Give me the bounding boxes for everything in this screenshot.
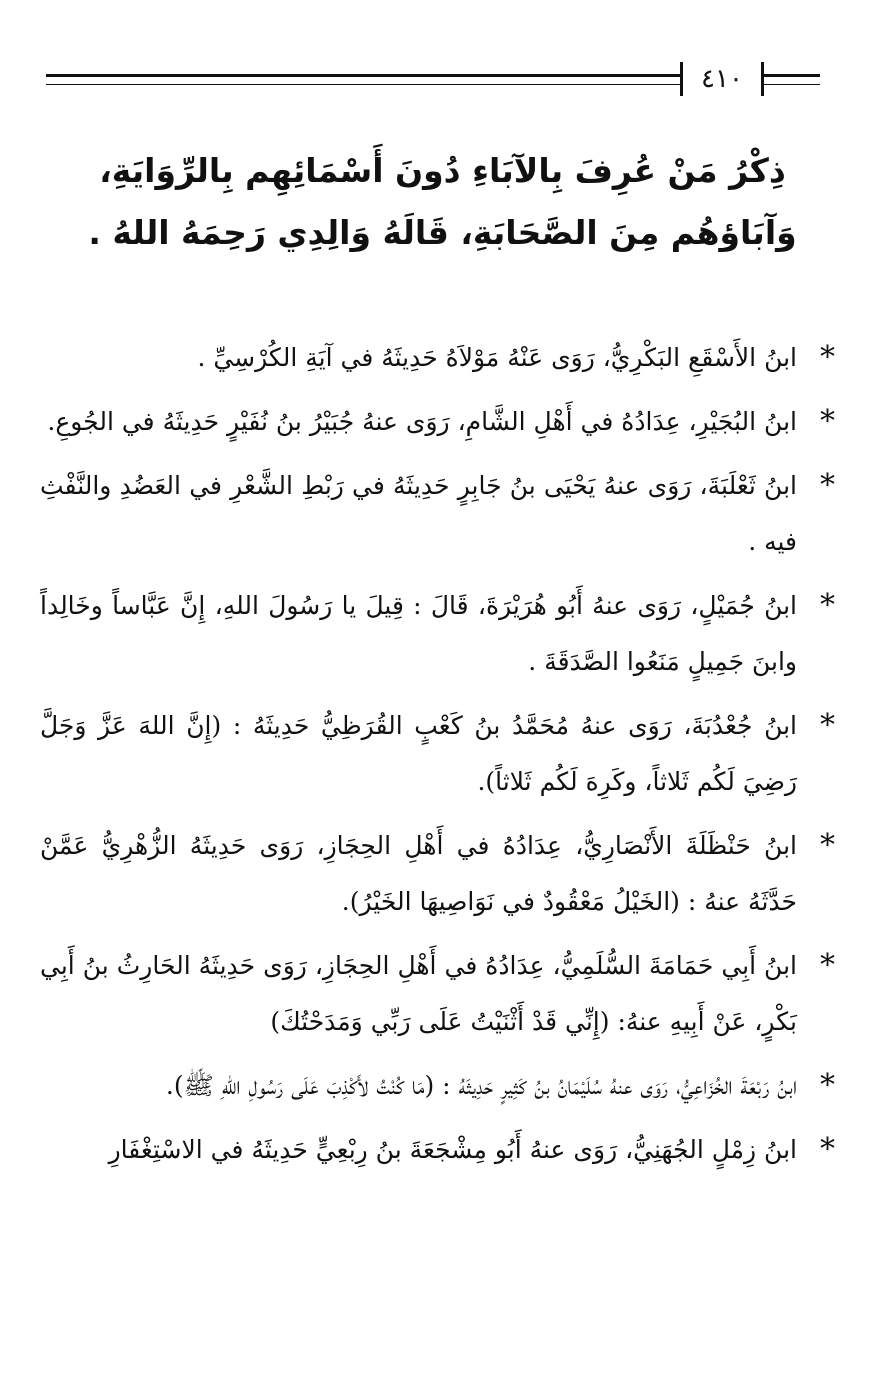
entry-text: ابنُ جُمَيْلٍ، رَوَى عنهُ أَبُو هُرَيْرَةَ، قَالَ : قِيلَ يا رَسُولَ اللهِ، إِنَّ عَبَّاساً وخَالِداً وابنَ جَمِيلٍ مَنَعُوا الصَّدَقَةَ .: [40, 591, 797, 676]
asterisk-bullet: *: [820, 468, 835, 503]
entry-text: ابنُ زِمْلٍ الجُهَنِيُّ، رَوَى عنهُ أَبُو مِشْجَعَةَ بنُ رِبْعِيٍّ حَدِيثَهُ في الاسْتِغْفَارِ: [108, 1135, 797, 1164]
entry-text: ابنُ جُعْدُبَةَ، رَوَى عنهُ مُحَمَّدُ بنُ كَعْبٍ القُرَظِيُّ حَدِيثَهُ : (إِنَّ اللهَ عَزَّ وَجَلَّ رَضِيَ لَكُم ثَلاثاً، وكَرِهَ لَكُم ثَلاثاً).: [40, 711, 797, 796]
asterisk-bullet: *: [820, 948, 835, 983]
header-rule-right: [764, 74, 820, 85]
entry-text: ابنُ أَبِي حَمَامَةَ السُّلَمِيُّ، عِدَادُهُ في أَهْلِ الحِجَازِ، رَوَى حَدِيثَهُ الحَارِثُ بنُ أَبِي بَكْرٍ، عَنْ أَبِيهِ عنهُ: (إِنِّي قَدْ أَثْنَيْتُ عَلَى رَبِّي وَمَدَحْتُكَ): [40, 951, 797, 1036]
list-item: [40, 1058, 835, 1114]
list-item: [40, 1122, 835, 1178]
list-item: [40, 330, 835, 386]
header-tick-left: [680, 62, 683, 96]
list-item: [40, 818, 835, 930]
asterisk-bullet: *: [820, 708, 835, 743]
list-item: [40, 938, 835, 1050]
asterisk-bullet: *: [820, 828, 835, 863]
heading-line-2: وَآبَاؤهُم مِنَ الصَّحَابَةِ، قَالَهُ وَالِدِي رَحِمَهُ اللهُ .: [88, 213, 797, 252]
list-item: [40, 698, 835, 810]
entry-text: ابنُ حَنْظَلَةَ الأَنْصَارِيُّ، عِدَادُهُ في أَهْلِ الحِجَازِ، رَوَى حَدِيثَهُ الزُّهْرِيُّ عَمَّنْ حَدَّثَهُ عنهُ : (الخَيْلُ مَعْقُودٌ في نَوَاصِيهَا الخَيْرُ).: [40, 831, 797, 916]
asterisk-bullet: *: [820, 340, 835, 375]
page-header: [46, 62, 820, 98]
entry-text: ابنُ الأَسْقَعِ البَكْرِيُّ، رَوَى عَنْهُ مَوْلاَهُ حَدِيثَهُ في آيَةِ الكُرْسِيِّ .: [197, 343, 797, 372]
asterisk-bullet: *: [820, 588, 835, 623]
entry-text: ابنُ البُجَيْرِ، عِدَادُهُ في أَهْلِ الشَّامِ، رَوَى عنهُ جُبَيْرُ بنُ نُفَيْرٍ حَدِيثَهُ في الجُوعِ.: [47, 407, 797, 436]
asterisk-bullet: *: [820, 404, 835, 439]
entry-list: [40, 330, 835, 1186]
entry-text: ابنُ رَبْعَةَ الخُزَاعِيُّ، رَوَى عنهُ سُلَيْمَانُ بنُ كَثِيرٍ حَدِيثَهُ : (مَا كُنْتُ لأَكْذِبَ عَلَى رَسُولِ اللهِ ﷺ).: [165, 1071, 797, 1100]
entry-text: ابنُ ثَعْلَبَةَ، رَوَى عنهُ يَحْيَى بنُ جَابِرٍ حَدِيثَهُ في رَبْطِ الشَّعْرِ في العَضُدِ والنَّفْثِ فيه .: [40, 471, 797, 556]
list-item: [40, 458, 835, 570]
chapter-heading: [60, 140, 825, 264]
asterisk-bullet: *: [820, 1132, 835, 1167]
page-number: ٤١٠: [701, 64, 743, 94]
list-item: [40, 578, 835, 690]
heading-line-1: ذِكْرُ مَنْ عُرِفَ بِالآبَاءِ دُونَ أَسْمَائِهِم بِالرِّوَايَةِ،: [99, 151, 786, 190]
list-item: [40, 394, 835, 450]
asterisk-bullet: *: [820, 1068, 835, 1103]
header-rule-left: [46, 74, 680, 85]
